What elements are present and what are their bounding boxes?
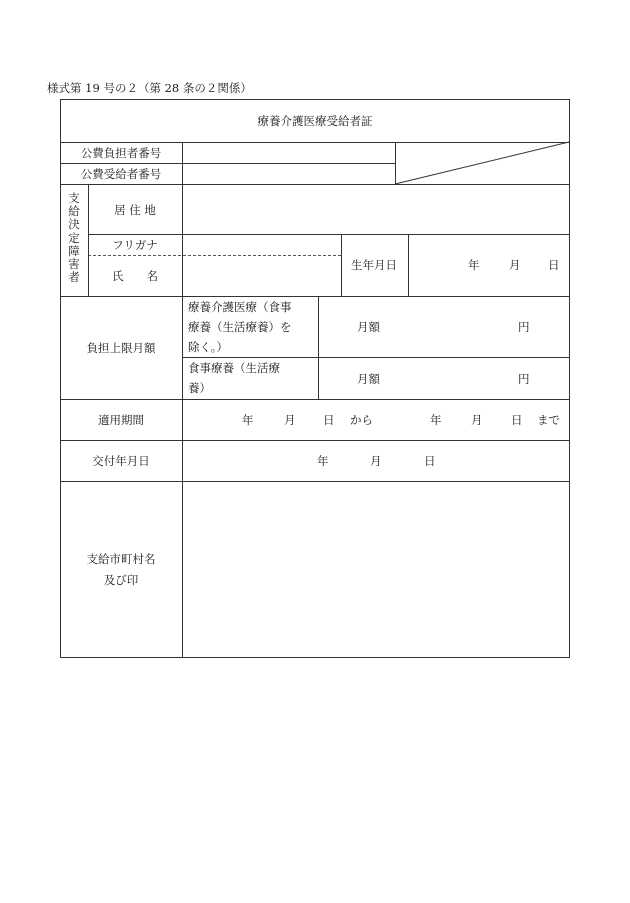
municipality-label-line: 支給市町村名 [86, 552, 156, 566]
period-from-day-unit: 日 [323, 413, 335, 427]
period-from-year-unit: 年 [242, 413, 254, 427]
birthdate-month-unit: 月 [509, 258, 521, 272]
medical-monthly-amount-label: 月額 [357, 320, 380, 334]
medical-care-label-line: 療養介護医療（食事 [188, 300, 292, 314]
meal-care-label-line: 食事療養（生活療 [188, 361, 280, 375]
period-to-year-unit: 年 [430, 413, 442, 427]
issue-month-unit: 月 [370, 454, 382, 468]
birthdate-year-unit: 年 [468, 258, 480, 272]
public-recipient-no-label: 公費受給者番号 [80, 167, 162, 181]
furigana-label: フリガナ [112, 238, 158, 252]
address-label: 居 住 地 [114, 203, 156, 217]
municipality-label-line: 及び印 [103, 573, 139, 587]
meal-monthly-amount-label: 月額 [357, 372, 380, 386]
birthdate-day-unit: 日 [548, 258, 560, 272]
form-title: 療養介護医療受給者証 [257, 114, 373, 128]
issue-year-unit: 年 [317, 454, 329, 468]
meal-care-label-line: 養） [188, 381, 211, 395]
period-from-suffix: から [350, 413, 373, 427]
period-to-month-unit: 月 [471, 413, 483, 427]
application-period-label: 適用期間 [98, 413, 144, 427]
meal-yen-unit: 円 [518, 372, 530, 386]
name-label: 氏 名 [112, 269, 158, 283]
issue-date-label: 交付年月日 [92, 454, 150, 468]
issue-day-unit: 日 [424, 454, 436, 468]
period-to-suffix: まで [537, 413, 560, 427]
public-burden-no-label: 公費負担者番号 [80, 146, 162, 160]
disabled-person-section-label: 支給決定障害者 [68, 191, 80, 285]
medical-yen-unit: 円 [518, 320, 530, 334]
period-from-month-unit: 月 [284, 413, 296, 427]
birthdate-label: 生年月日 [351, 258, 397, 272]
burden-limit-label: 負担上限月額 [86, 341, 156, 355]
medical-care-label-line: 療養（生活療養）を [188, 320, 292, 334]
form-number-header: 様式第 19 号の２（第 28 条の２関係） [47, 81, 252, 95]
period-to-day-unit: 日 [511, 413, 523, 427]
medical-care-label-line: 除く。） [188, 340, 229, 354]
